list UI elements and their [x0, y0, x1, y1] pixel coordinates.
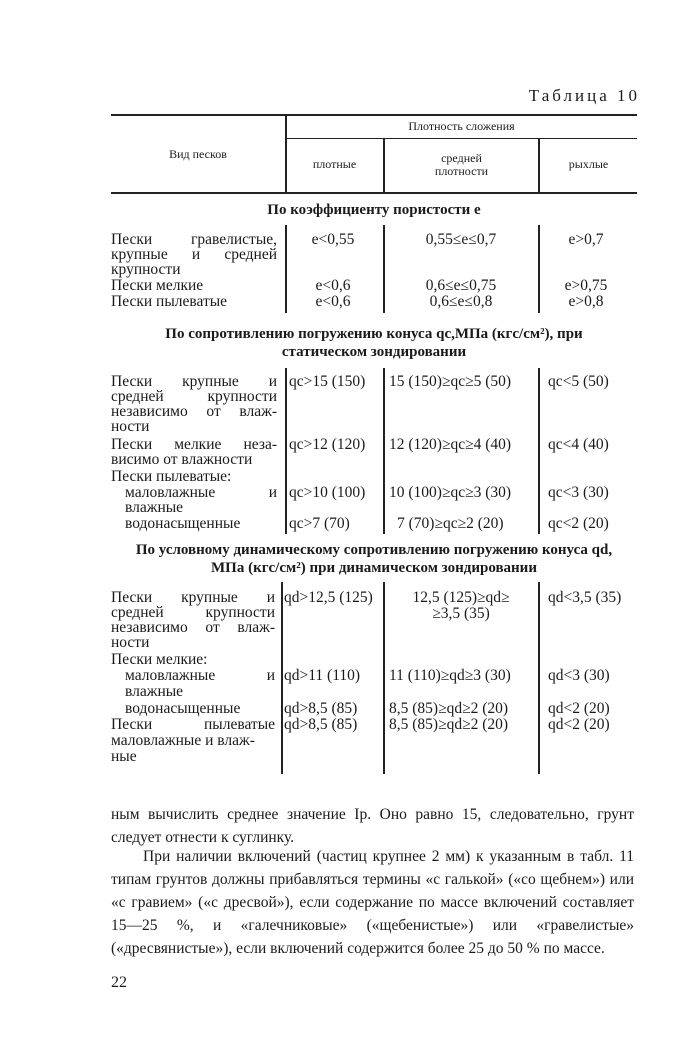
- s2-r1-kind-l1: Пески крупные и: [111, 373, 277, 390]
- s2-r3-dense: qc>10 (100): [289, 484, 366, 501]
- s1-divider-2: [383, 225, 385, 313]
- s2-r2-kind-l1: Пески мелкие неза-: [111, 436, 277, 453]
- s3-r2-dense: qd>11 (110): [284, 667, 361, 684]
- paragraph-1: ным вычислить среднее значение Iр. Оно равно 15, следовательно, грунт следует отнести к суглинку.: [111, 806, 634, 846]
- paragraph-2: При наличии включений (частиц крупнее 2 мм) к указанным в табл. 11 типам грунтов должны прибавляться термины «с галькой» («со щебнем») или «с гравием» («с дресвой»), если содержание по массе включений составляет 15—25 %, и «галечниковые» («щебенистые») или «гравелистые» («дресвянистые»), если включений содержится более 25 до 50 % по массе.: [111, 848, 634, 957]
- s1-r1-kind-l1: Пески гравелистые,: [111, 231, 277, 248]
- s1-r3-loose: e>0,8: [568, 293, 604, 310]
- s2-r1-medium: 15 (150)≥qc≥5 (50): [389, 373, 512, 390]
- header-group-rule: [286, 138, 637, 139]
- s1-r3-medium: 0,6≤e≤0,8: [429, 293, 493, 310]
- s2-r3-kind-l3: влажные: [125, 499, 184, 516]
- header-group: Плотность сложения: [408, 119, 515, 133]
- s3-r4-kind-l3: ные: [111, 748, 137, 765]
- s2-r3-loose: qc<3 (30): [548, 484, 609, 501]
- header-medium-l1: средней: [441, 151, 482, 165]
- s3-divider-3: [538, 582, 540, 774]
- header-dense: плотные: [312, 157, 357, 171]
- header-kind: Вид песков: [169, 147, 227, 161]
- s2-r2-loose: qc<4 (40): [548, 436, 609, 453]
- s2-r1-kind-l3: независимо от влаж-: [111, 403, 277, 420]
- s3-r1-dense: qd>12,5 (125): [284, 589, 373, 606]
- s3-r4-kind-l2: маловлажные и влаж-: [111, 732, 255, 749]
- s3-r1-kind-l1: Пески крупные и: [111, 589, 275, 606]
- s2-r4-dense: qc>7 (70): [289, 515, 350, 532]
- section-3-title-l1: По условному динамическому сопротивлению погружению конуса qd,: [135, 542, 613, 558]
- s2-r2-kind-l2: висимо от влажности: [111, 451, 253, 468]
- s1-r2-kind: Пески мелкие: [111, 277, 204, 294]
- s2-r4-kind: водонасыщенные: [125, 515, 241, 532]
- s2-r3-medium: 10 (100)≥qc≥3 (30): [389, 484, 512, 501]
- s2-r1-kind-l4: ности: [111, 418, 150, 435]
- section-2-title-l2: статическом зондировании: [281, 344, 467, 360]
- s3-r1-kind-l3: независимо от влаж-: [111, 619, 275, 636]
- s3-r3-dense: qd>8,5 (85): [284, 700, 358, 717]
- s1-divider-3: [538, 225, 540, 313]
- s2-divider-3: [538, 368, 540, 534]
- s1-r2-dense: e<0,6: [315, 277, 351, 294]
- s2-r1-dense: qc>15 (150): [289, 373, 366, 390]
- page-number: 22: [111, 974, 127, 991]
- s1-r2-loose: e>0,75: [564, 277, 608, 294]
- s3-r3-medium: 8,5 (85)≥qd≥2 (20): [389, 700, 509, 717]
- s3-r2-kind-l1: Пески мелкие:: [111, 651, 208, 668]
- s1-r1-dense: e<0,55: [311, 231, 355, 248]
- s2-r1-kind-l2: средней крупности: [111, 388, 277, 405]
- s3-r1-medium-l1: 12,5 (125)≥qd≥: [412, 589, 510, 606]
- s3-r4-kind-l1: Пески пылеватые: [111, 716, 275, 733]
- s2-r4-medium: 7 (70)≥qc≥2 (20): [397, 515, 504, 532]
- header-bottom-rule: [111, 192, 637, 194]
- s3-r2-medium: 11 (110)≥qd≥3 (30): [389, 667, 511, 684]
- header-loose: рыхлые: [568, 157, 609, 171]
- s3-r2-kind-l3: влажные: [125, 683, 184, 700]
- s2-r3-kind-l2: маловлажные и: [125, 484, 277, 501]
- s1-r1-kind-l3: крупности: [111, 261, 181, 278]
- section-3-title-l2: МПа (кгс/см²) при динамическом зондировании: [211, 560, 537, 576]
- section-2-title-l1: По сопротивлению погружению конуса qc,МПа (кгс/см²), при: [165, 326, 583, 342]
- s2-divider-2: [383, 368, 385, 534]
- s1-r3-dense: e<0,6: [315, 293, 351, 310]
- s3-r4-medium: 8,5 (85)≥qd≥2 (20): [389, 716, 509, 733]
- s3-r4-loose: qd<2 (20): [548, 716, 610, 733]
- s3-r4-dense: qd>8,5 (85): [284, 716, 358, 733]
- s3-r3-kind: водонасыщенные: [125, 700, 241, 717]
- s2-r1-loose: qc<5 (50): [548, 373, 609, 390]
- s2-divider-1: [285, 368, 287, 534]
- s1-r1-kind-l2: крупные и средней: [111, 246, 277, 263]
- s3-divider-2: [383, 582, 385, 774]
- s3-r3-loose: qd<2 (20): [548, 700, 610, 717]
- s2-r2-medium: 12 (120)≥qc≥4 (40): [389, 436, 512, 453]
- s2-r3-kind-l1: Пески пылеватые:: [111, 468, 232, 485]
- s3-r1-kind-l2: средней крупности: [111, 604, 275, 621]
- s2-r4-loose: qc<2 (20): [548, 515, 609, 532]
- s3-divider-1: [281, 582, 283, 774]
- s3-r2-loose: qd<3 (30): [548, 667, 610, 684]
- s2-r2-dense: qc>12 (120): [289, 436, 366, 453]
- section-1-title: По коэффициенту пористости e: [267, 202, 481, 218]
- s1-r2-medium: 0,6≤e≤0,75: [425, 277, 497, 294]
- table-title: Таблица 10: [528, 86, 640, 105]
- s3-r2-kind-l2: маловлажные и: [125, 667, 275, 684]
- s3-r1-kind-l4: ности: [111, 634, 150, 651]
- s1-r1-loose: e>0,7: [568, 231, 604, 248]
- s1-divider-1: [285, 225, 287, 313]
- s3-r1-medium-l2: ≥3,5 (35): [432, 605, 490, 622]
- header-medium-l2: плотности: [434, 164, 489, 178]
- s1-r3-kind: Пески пылеватые: [111, 293, 228, 310]
- s1-r1-medium: 0,55≤e≤0,7: [425, 231, 497, 248]
- table-top-rule: [111, 114, 637, 116]
- s3-r1-loose: qd<3,5 (35): [548, 589, 622, 606]
